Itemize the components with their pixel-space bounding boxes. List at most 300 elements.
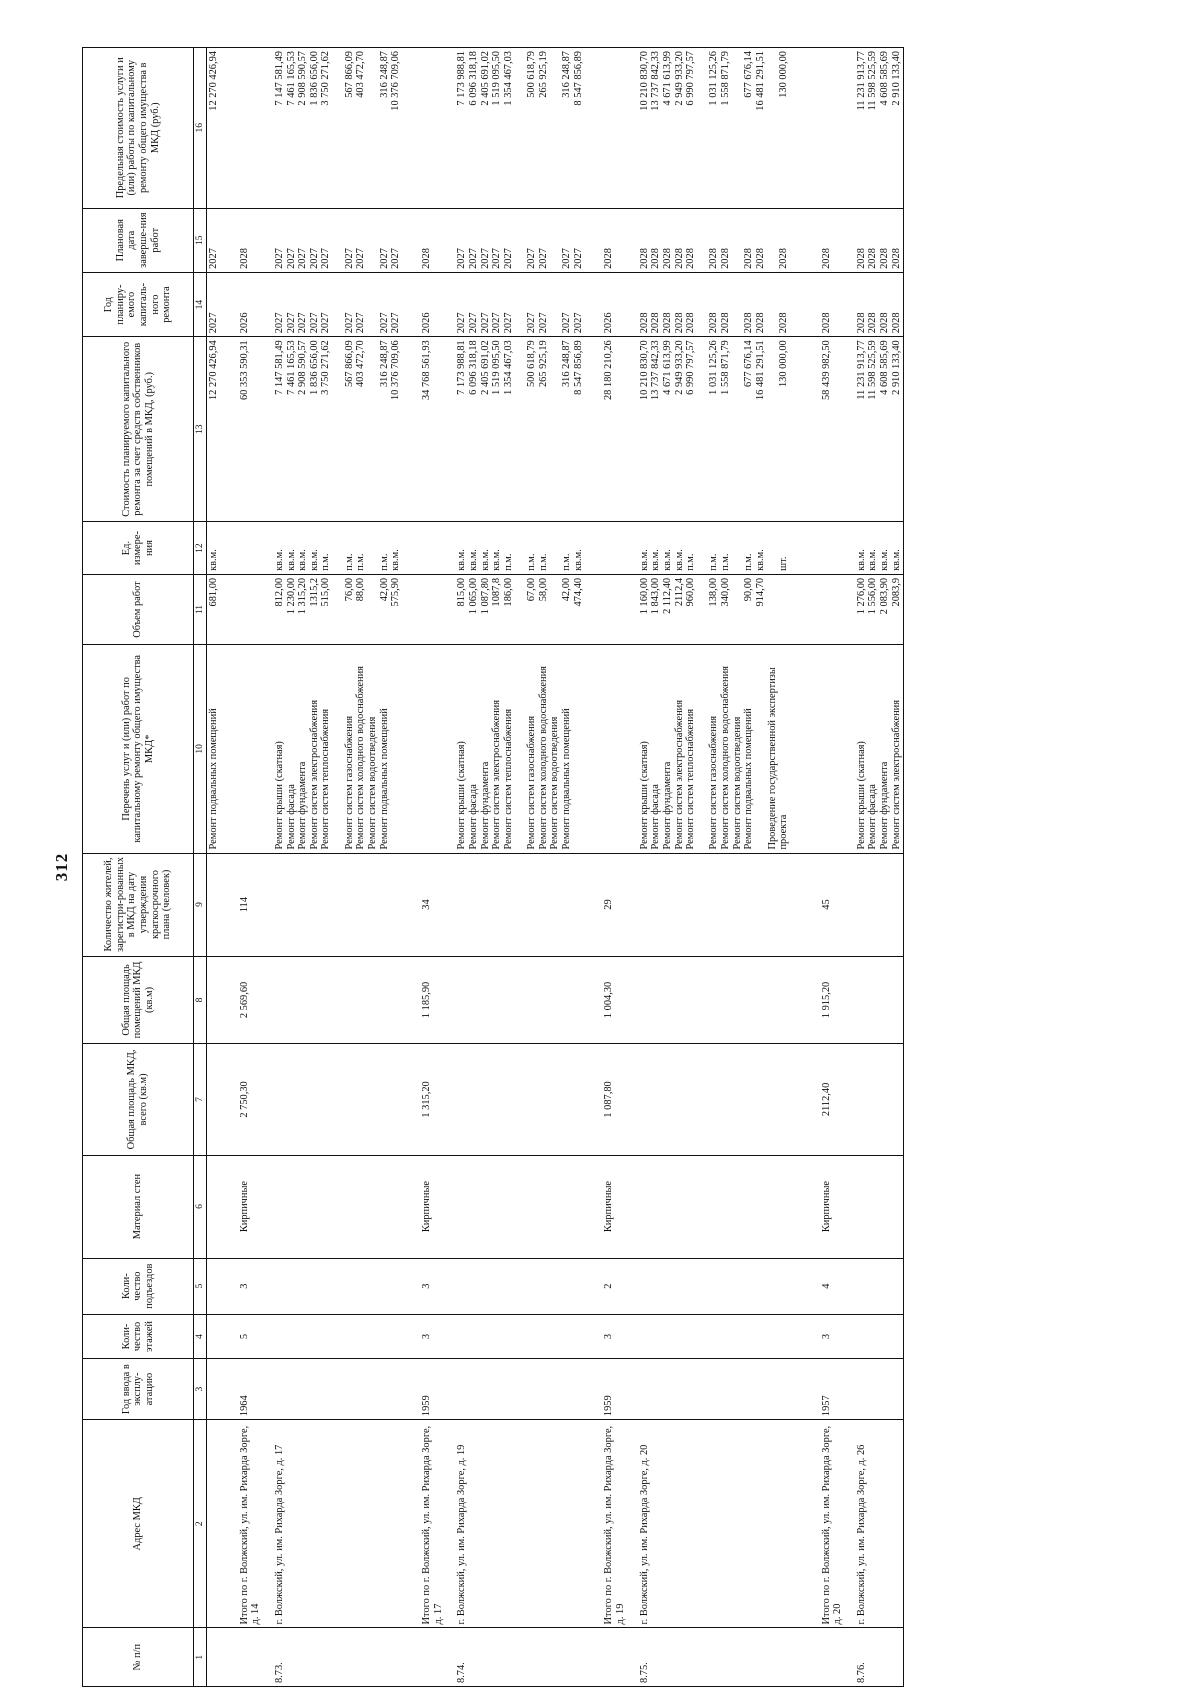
- total-address: Итого по г. Волжский, ул. им. Рихарда Зорге, д. 14: [221, 1420, 263, 1628]
- empty-cell: [445, 1258, 585, 1314]
- finish-year: 2028: [221, 208, 263, 272]
- cell-line: Ремонт систем водоотведения: [367, 716, 379, 850]
- cell-line: 1 836 656,00: [308, 51, 320, 106]
- cell-line: [332, 648, 344, 849]
- cell-line: 2027: [491, 312, 503, 334]
- cell-line: 2028: [661, 248, 673, 269]
- cell-line: 2 910 133,40: [890, 340, 902, 395]
- cell-line: 2027: [355, 312, 367, 334]
- cell-line: 2028: [867, 312, 879, 334]
- max-cost-cell: [845, 48, 904, 209]
- year-built: 1957: [803, 1359, 845, 1420]
- empty-cell: [845, 1314, 904, 1358]
- cell-line: 1 519 095,50: [491, 340, 503, 395]
- cell-line: Ремонт систем электроснабжения: [308, 700, 320, 850]
- cell-line: 1 843,00: [650, 577, 662, 615]
- cell-line: 2027: [537, 248, 549, 269]
- column-number: 14: [194, 272, 207, 336]
- empty-cell: [263, 1314, 403, 1358]
- cell-line: 914,70: [754, 577, 766, 607]
- works-cell: [845, 645, 904, 853]
- empty-cell: [628, 1258, 803, 1314]
- column-header: Общая площадь МКД, всего (кв.м): [83, 1044, 194, 1155]
- floors: 5: [221, 1314, 263, 1358]
- cell-line: 42,00: [561, 577, 573, 602]
- residents: 45: [803, 853, 845, 956]
- max-cost-cell: [263, 48, 403, 209]
- wall-material: Кирпичные: [221, 1155, 263, 1258]
- unit-cell: [845, 522, 904, 575]
- cell-line: 2027: [297, 312, 309, 334]
- cell-line: Ремонт крыши (скатная): [456, 741, 468, 850]
- residents: 34: [403, 853, 445, 956]
- address: г. Волжский, ул. им. Рихарда Зорге, д. 20: [628, 1420, 803, 1628]
- area-premises: 1 915,20: [803, 956, 845, 1044]
- cell-line: 7 147 581,49: [273, 340, 285, 395]
- cell-line: 2 405 691,02: [479, 340, 491, 395]
- empty-cell: [628, 853, 803, 956]
- cell-line: 567 866,09: [343, 51, 355, 98]
- table-row: [207, 48, 221, 1687]
- planned-year: 2026: [221, 272, 263, 336]
- cell-line: 16 481 291,51: [754, 340, 766, 401]
- cell-line: 2 949 933,20: [673, 340, 685, 395]
- cell-line: 2028: [879, 312, 891, 334]
- total-address: Итого по г. Волжский, ул. им. Рихарда Зорге, д. 19: [585, 1420, 627, 1628]
- cell-line: 7 461 165,53: [285, 51, 297, 106]
- cell-line: [697, 51, 709, 205]
- cell-line: Ремонт подвальных помещений: [208, 708, 219, 850]
- cell-line: 2 949 933,20: [673, 51, 685, 106]
- cell-line: 2028: [650, 312, 662, 334]
- cell-line: [332, 212, 344, 269]
- cell-line: [790, 276, 802, 333]
- column-number: 13: [194, 337, 207, 522]
- cell-line: Ремонт систем холодного водоснабжения: [355, 666, 367, 850]
- cell-line: 2028: [638, 248, 650, 269]
- cost-cell: [445, 337, 585, 522]
- area-total: 2112,40: [803, 1044, 845, 1155]
- cell-line: [697, 525, 709, 571]
- cell-line: [367, 578, 379, 641]
- cell-line: 2027: [355, 248, 367, 269]
- year-built: 1959: [403, 1359, 445, 1420]
- cell-line: [514, 578, 526, 641]
- cell-line: 2027: [537, 312, 549, 334]
- cell-line: [367, 340, 379, 518]
- total-cost: 60 353 590,31: [221, 337, 263, 522]
- cell-line: 3 750 271,62: [320, 340, 332, 395]
- cell-line: п.м.: [720, 553, 732, 571]
- cell-line: Ремонт систем водоотведения: [549, 716, 561, 850]
- cell-line: 2027: [273, 312, 285, 334]
- cell-line: 42,00: [378, 577, 390, 602]
- empty-cell: [207, 1258, 221, 1314]
- floors: 3: [803, 1314, 845, 1358]
- cell-line: [732, 212, 744, 269]
- column-header: Год планиру-емого капиталь-ного ремонта: [83, 272, 194, 336]
- cell-line: 11 231 913,77: [855, 51, 867, 111]
- works-cell: [585, 645, 627, 853]
- column-number: 9: [194, 853, 207, 956]
- cell-line: п.м.: [561, 553, 573, 571]
- column-header: № п/п: [83, 1628, 194, 1687]
- volume-cell: [445, 574, 585, 644]
- cell-line: 10 210 830,70: [638, 51, 650, 111]
- finish-year: 2028: [585, 208, 627, 272]
- cell-line: 2028: [720, 248, 732, 269]
- row-number: 8.73.: [263, 1628, 403, 1687]
- cell-line: 10 376 709,06: [390, 51, 402, 111]
- finish-cell: [445, 208, 585, 272]
- cell-line: 1 160,00: [638, 577, 650, 615]
- cell-line: 2027: [320, 312, 332, 334]
- max-cost-cell: [221, 48, 263, 209]
- cell-line: 2028: [754, 248, 766, 269]
- wall-material: Кирпичные: [803, 1155, 845, 1258]
- empty-cell: [845, 1258, 904, 1314]
- cell-line: [367, 51, 379, 205]
- volume-cell: [207, 574, 221, 644]
- cell-line: 2027: [467, 248, 479, 269]
- planned-year: 2028: [803, 272, 845, 336]
- empty-cell: [263, 1258, 403, 1314]
- cell-line: 138,00: [708, 577, 720, 607]
- cell-line: 67,00: [526, 577, 538, 602]
- works-cell: [445, 645, 585, 853]
- cell-line: 2083,9: [890, 577, 902, 607]
- empty-cell: [628, 1314, 803, 1358]
- empty-cell: [445, 1359, 585, 1420]
- empty-cell: [207, 1359, 221, 1420]
- row-number-cell: [803, 1628, 845, 1687]
- row-number: [207, 1628, 221, 1687]
- row-number: 8.75.: [628, 1628, 803, 1687]
- cell-line: [697, 212, 709, 269]
- cell-line: 474,40: [572, 577, 584, 607]
- empty-cell: [207, 1155, 221, 1258]
- volume-cell: [803, 574, 845, 644]
- column-number: 6: [194, 1155, 207, 1258]
- area-premises: 1 185,90: [403, 956, 445, 1044]
- cell-line: Ремонт подвальных помещений: [561, 708, 573, 850]
- cell-line: 1 031 125,26: [708, 51, 720, 106]
- cell-line: [732, 525, 744, 571]
- address: [207, 1420, 221, 1628]
- cell-line: 10 376 709,06: [390, 340, 402, 401]
- column-number: 4: [194, 1314, 207, 1358]
- entrances: 4: [803, 1258, 845, 1314]
- cell-line: 12 270 426,94: [208, 51, 219, 111]
- cell-line: 2 910 133,40: [890, 51, 902, 106]
- cell-line: 2027: [491, 248, 503, 269]
- max-cost-cell: [803, 48, 845, 209]
- cell-line: [549, 276, 561, 333]
- cell-line: 3 750 271,62: [320, 51, 332, 106]
- column-number: 11: [194, 574, 207, 644]
- cell-line: [767, 276, 779, 333]
- column-number: 15: [194, 208, 207, 272]
- cell-line: 575,90: [390, 577, 402, 607]
- cell-line: Ремонт систем газоснабжения: [708, 715, 720, 850]
- cell-line: Ремонт подвальных помещений: [378, 708, 390, 850]
- cell-line: 1 031 125,26: [708, 340, 720, 395]
- cell-line: 2027: [390, 312, 402, 334]
- cell-line: кв.м.: [390, 549, 402, 571]
- cell-line: 4 671 613,99: [661, 340, 673, 395]
- column-number: 2: [194, 1420, 207, 1628]
- cell-line: [549, 340, 561, 518]
- cell-line: 1 354 467,03: [502, 51, 514, 106]
- max-cost-cell: [403, 48, 445, 209]
- area-premises: 2 569,60: [221, 956, 263, 1044]
- cell-line: 2027: [572, 248, 584, 269]
- cell-line: [767, 578, 779, 641]
- cell-line: 12 270 426,94: [208, 340, 219, 401]
- cell-line: 2027: [467, 312, 479, 334]
- cell-line: Ремонт систем теплоснабжения: [685, 708, 697, 850]
- cell-line: [697, 648, 709, 849]
- cell-line: Ремонт фундамента: [479, 761, 491, 850]
- page-number: 312: [52, 852, 71, 882]
- cell-line: 2 908 590,57: [297, 51, 309, 106]
- cell-line: 1 087,80: [479, 577, 491, 615]
- cell-line: [332, 51, 344, 205]
- cell-line: 58,00: [537, 577, 549, 602]
- cell-line: Ремонт систем газоснабжения: [526, 715, 538, 850]
- cell-line: 13 737 842,33: [650, 51, 662, 111]
- cell-line: [767, 525, 779, 571]
- unit-cell: [585, 522, 627, 575]
- cell-line: 2028: [673, 312, 685, 334]
- cell-line: Ремонт систем электроснабжения: [890, 700, 902, 850]
- cell-line: 7 173 988,81: [456, 51, 468, 106]
- cell-line: 2 112,40: [661, 577, 673, 614]
- column-header: Общая площадь помещений МКД (кв.м): [83, 956, 194, 1044]
- cell-line: 2027: [572, 312, 584, 334]
- finish-year: 2028: [803, 208, 845, 272]
- cell-line: 316 248,87: [378, 51, 390, 98]
- cell-line: кв.м.: [456, 549, 468, 571]
- cell-line: 2028: [867, 248, 879, 269]
- table-body: [207, 48, 904, 1687]
- volume-cell: [628, 574, 803, 644]
- column-header: Материал стен: [83, 1155, 194, 1258]
- empty-cell: [263, 956, 403, 1044]
- column-header: Коли-чество подъездов: [83, 1258, 194, 1314]
- cell-line: 1 836 656,00: [308, 340, 320, 395]
- column-header: Объем работ: [83, 574, 194, 644]
- empty-cell: [207, 853, 221, 956]
- cell-line: 4 671 613,99: [661, 51, 673, 106]
- cell-line: 2028: [855, 312, 867, 334]
- cell-line: [514, 212, 526, 269]
- cell-line: 2028: [743, 312, 755, 334]
- empty-cell: [845, 1359, 904, 1420]
- max-cost-cell: [207, 48, 221, 209]
- cell-line: [697, 276, 709, 333]
- column-header: Плановая дата заверше-ния работ: [83, 208, 194, 272]
- empty-cell: [845, 1155, 904, 1258]
- planned-year: 2026: [403, 272, 445, 336]
- empty-cell: [263, 853, 403, 956]
- cell-line: 2112,4: [673, 577, 685, 607]
- cell-line: кв.м.: [285, 549, 297, 571]
- cell-line: 2028: [673, 248, 685, 269]
- cell-line: кв.м.: [650, 549, 662, 571]
- cell-line: 403 472,70: [355, 51, 367, 98]
- empty-cell: [628, 1359, 803, 1420]
- cell-line: Ремонт фундамента: [879, 761, 891, 850]
- unit-cell: [221, 522, 263, 575]
- cell-line: Ремонт фасада: [650, 784, 662, 850]
- cell-line: кв.м.: [572, 549, 584, 571]
- empty-cell: [845, 956, 904, 1044]
- cell-line: Ремонт систем теплоснабжения: [502, 708, 514, 850]
- cell-line: 2028: [890, 312, 902, 334]
- empty-cell: [207, 1044, 221, 1155]
- empty-cell: [263, 1044, 403, 1155]
- cell-line: 681,00: [208, 577, 219, 607]
- cell-line: 2027: [343, 248, 355, 269]
- column-number: 12: [194, 522, 207, 575]
- cell-line: 6 096 318,18: [467, 51, 479, 106]
- cell-line: [790, 51, 802, 205]
- column-number-row: [194, 48, 207, 1687]
- empty-cell: [445, 956, 585, 1044]
- cell-line: 2027: [208, 248, 219, 269]
- cell-line: Ремонт систем электроснабжения: [673, 700, 685, 850]
- table-row: [585, 48, 627, 1687]
- cell-line: 500 618,79: [526, 340, 538, 388]
- cell-line: [549, 51, 561, 205]
- volume-cell: [845, 574, 904, 644]
- cell-line: Ремонт крыши (скатная): [638, 741, 650, 850]
- cell-line: 2027: [308, 248, 320, 269]
- cell-line: 2027: [378, 312, 390, 334]
- entrances: 3: [403, 1258, 445, 1314]
- column-number: 1: [194, 1628, 207, 1687]
- cell-line: кв.м.: [855, 549, 867, 571]
- cell-line: 1 558 871,79: [720, 340, 732, 395]
- cost-cell: [207, 337, 221, 522]
- floors: 3: [585, 1314, 627, 1358]
- column-header: Стоимость планируемого капитального ремонта за счет средств собственников помещений в МКД, (руб.): [83, 337, 194, 522]
- cell-line: Ремонт систем водоотведения: [731, 716, 743, 850]
- cell-line: 2027: [456, 248, 468, 269]
- cell-line: кв.м.: [890, 549, 902, 571]
- column-header: Ед. измере-ния: [83, 522, 194, 575]
- cell-line: 265 925,19: [537, 51, 549, 98]
- cell-line: кв.м.: [638, 549, 650, 571]
- cell-line: 11 231 913,77: [855, 340, 867, 400]
- cell-line: [367, 525, 379, 571]
- rotated-page: [48, 37, 1188, 1697]
- year-cell: [445, 272, 585, 336]
- finish-cell: [845, 208, 904, 272]
- table-row: [628, 48, 803, 1687]
- cell-line: [790, 212, 802, 269]
- cell-line: 2028: [650, 248, 662, 269]
- works-cell: [207, 645, 221, 853]
- year-built: 1964: [221, 1359, 263, 1420]
- empty-cell: [628, 1044, 803, 1155]
- area-premises: 1 004,30: [585, 956, 627, 1044]
- row-number-cell: [221, 1628, 263, 1687]
- cell-line: 2028: [685, 312, 697, 334]
- column-header: Перечень услуг и (или) работ по капитальному ремонту общего имущества МКД*: [83, 645, 194, 853]
- cell-line: кв.м.: [673, 549, 685, 571]
- cell-line: п.м.: [320, 553, 332, 571]
- cell-line: 2028: [778, 312, 790, 334]
- cell-line: [790, 525, 802, 571]
- cell-line: 2028: [879, 248, 891, 269]
- empty-cell: [207, 956, 221, 1044]
- empty-cell: [845, 1044, 904, 1155]
- cell-line: 2027: [320, 248, 332, 269]
- max-cost-cell: [585, 48, 627, 209]
- cell-line: 812,00: [273, 577, 285, 607]
- column-number: 3: [194, 1359, 207, 1420]
- residents: 114: [221, 853, 263, 956]
- empty-cell: [445, 1044, 585, 1155]
- cell-line: 2027: [456, 312, 468, 334]
- finish-year: 2028: [403, 208, 445, 272]
- volume-cell: [221, 574, 263, 644]
- table-row: [403, 48, 445, 1687]
- area-total: 1 315,20: [403, 1044, 445, 1155]
- cell-line: [514, 648, 526, 849]
- cell-line: [549, 578, 561, 641]
- cell-line: 130 000,00: [778, 340, 790, 388]
- cell-line: [767, 212, 779, 269]
- cell-line: 340,00: [720, 577, 732, 607]
- cell-line: 2027: [502, 312, 514, 334]
- max-cost-cell: [445, 48, 585, 209]
- cell-line: 90,00: [743, 577, 755, 602]
- cell-line: 2 083,90: [879, 577, 891, 615]
- empty-cell: [445, 853, 585, 956]
- unit-cell: [263, 522, 403, 575]
- cell-line: шт.: [778, 556, 790, 571]
- address: г. Волжский, ул. им. Рихарда Зорге, д. 19: [445, 1420, 585, 1628]
- cell-line: [767, 51, 779, 205]
- works-cell: [221, 645, 263, 853]
- cell-line: [697, 578, 709, 641]
- cell-line: 500 618,79: [526, 51, 538, 98]
- cell-line: 2027: [561, 248, 573, 269]
- cell-line: кв.м.: [491, 549, 503, 571]
- cell-line: кв.м.: [273, 549, 285, 571]
- cell-line: п.м.: [502, 553, 514, 571]
- year-cell: [263, 272, 403, 336]
- cell-line: 2027: [343, 312, 355, 334]
- cell-line: 2027: [308, 312, 320, 334]
- cell-line: 567 866,09: [343, 340, 355, 388]
- cell-line: Ремонт систем электроснабжения: [491, 700, 503, 850]
- cell-line: 2027: [297, 248, 309, 269]
- cell-line: Ремонт фасада: [867, 784, 879, 850]
- empty-cell: [207, 1314, 221, 1358]
- cell-line: [697, 340, 709, 518]
- cell-line: кв.м.: [208, 549, 219, 571]
- address: г. Волжский, ул. им. Рихарда Зорге, д. 26: [845, 1420, 904, 1628]
- column-number: 16: [194, 48, 207, 209]
- total-address: Итого по г. Волжский, ул. им. Рихарда Зорге, д. 20: [803, 1420, 845, 1628]
- cell-line: 2028: [685, 248, 697, 269]
- repair-plan-table: [82, 47, 904, 1687]
- cost-cell: [628, 337, 803, 522]
